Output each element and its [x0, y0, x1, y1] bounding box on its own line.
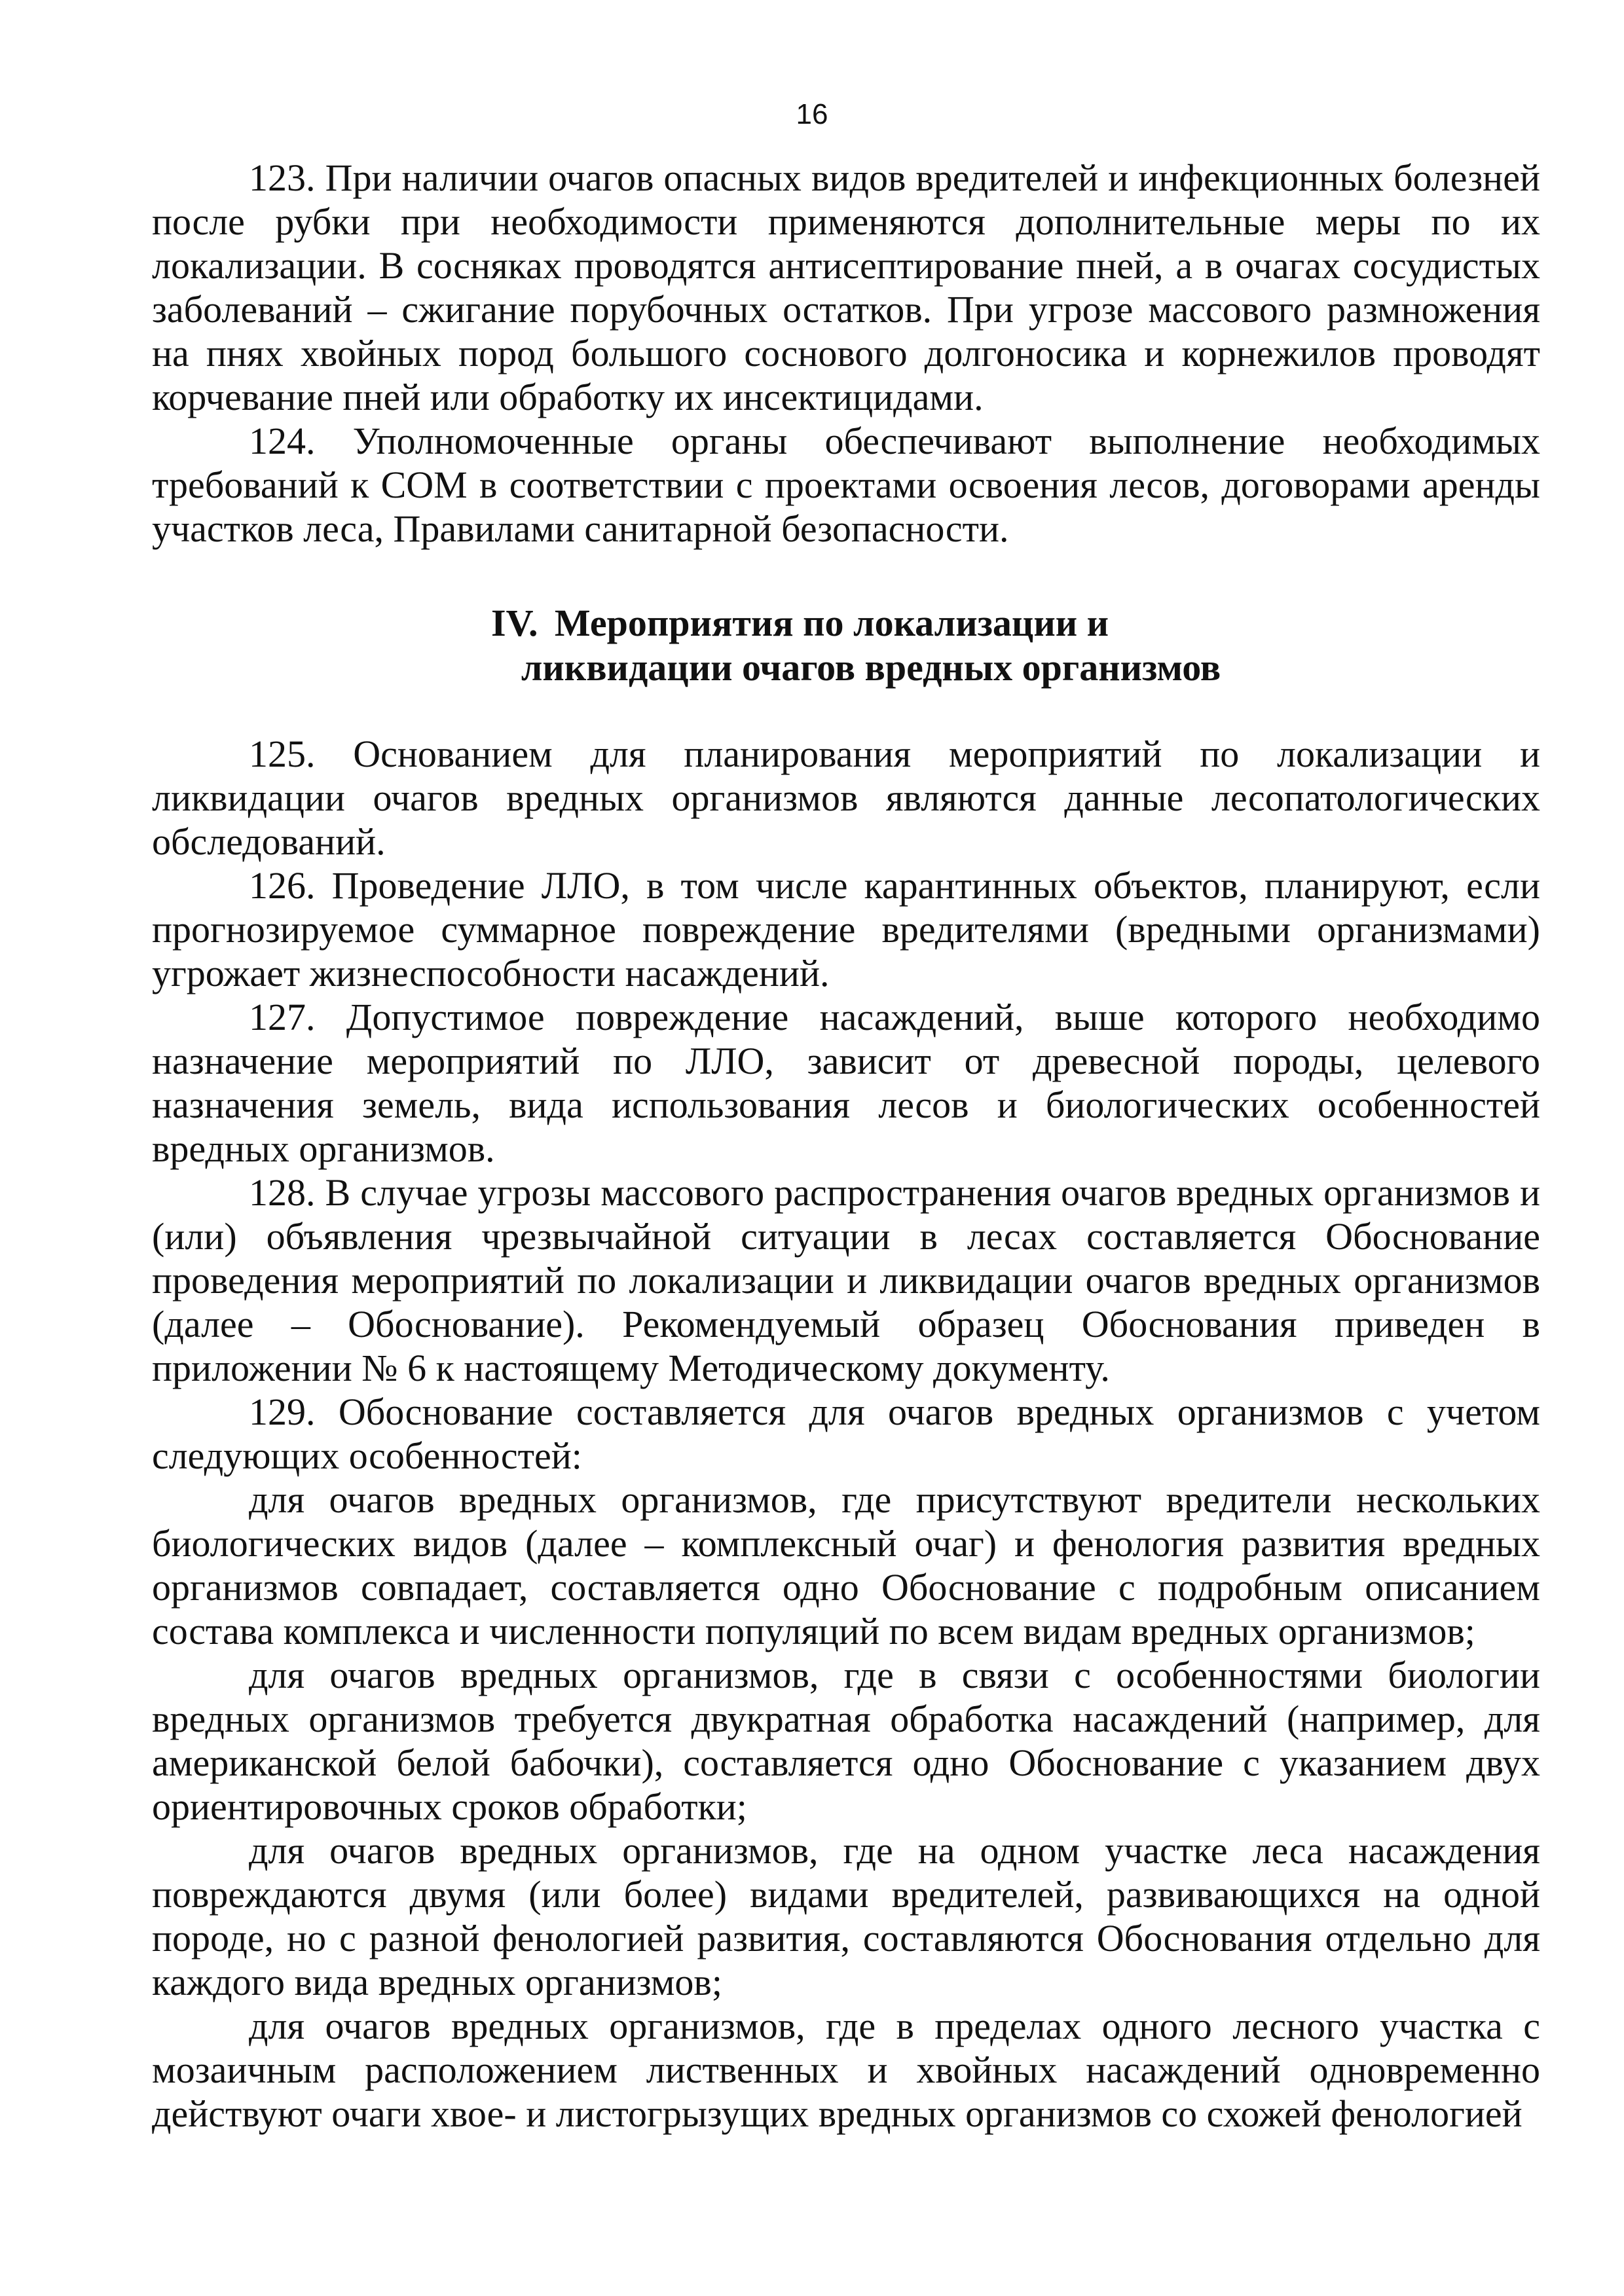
list-item-complex-focus: для очагов вредных организмов, где присутствуют вредители нескольких биологических видов (далее – комплексный очаг) и фенология развития вредных организмов совпадает, составляется одно Обоснование с подробным описанием состава комплекса и численности популяций по всем видам вредных организмов; — [152, 1478, 1540, 1652]
paragraph-129: 129. Обоснование составляется для очагов вредных организмов с учетом следующих особенностей: — [152, 1391, 1540, 1477]
page-number: 16 — [796, 98, 828, 130]
list-item-multiple-pests: для очагов вредных организмов, где на одном участке леса насаждения повреждаются двумя (или более) видами вредителей, развивающихся на одной породе, но с разной фенологией развития, составляются Обоснования отдельно для каждого вида вредных организмов; — [152, 1829, 1540, 2003]
paragraphs-after-section — [152, 732, 1540, 2136]
paragraph-123: 123. При наличии очагов опасных видов вредителей и инфекционных болезней после рубки при необходимости применяются дополнительные меры по их локализации. В сосняках проводятся антисептирование пней, а в очагах сосудистых заболеваний – сжигание порубочных остатков. При угрозе массового размножения на пнях хвойных пород большого соснового долгоносика и корнежилов проводят корчевание пней или обработку их инсектицидами. — [152, 156, 1540, 418]
paragraphs-before-section — [152, 156, 1540, 551]
list-item-mosaic-stands: для очагов вредных организмов, где в пределах одного лесного участка с мозаичным расположением лиственных и хвойных насаждений одновременно действуют очаги хвое- и листогрызущих вредных организмов со схожей фенологией — [152, 2005, 1540, 2135]
paragraph-125: 125. Основанием для планирования мероприятий по локализации и ликвидации очагов вредных организмов являются данные лесопатологических обследований. — [152, 733, 1540, 863]
paragraph-126: 126. Проведение ЛЛО, в том числе карантинных объектов, планируют, если прогнозируемое суммарное повреждение вредителями (вредными организмами) угрожает жизнеспособности насаждений. — [152, 864, 1540, 994]
section-title-line-1: Мероприятия по локализации и — [554, 602, 1109, 644]
paragraph-124: 124. Уполномоченные органы обеспечивают выполнение необходимых требований к СОМ в соответствии с проектами освоения лесов, договорами аренды участков леса, Правилами санитарной безопасности. — [152, 420, 1540, 550]
paragraph-128: 128. В случае угрозы массового распространения очагов вредных организмов и (или) объявления чрезвычайной ситуации в лесах составляется Обоснование проведения мероприятий по локализации и ликвидации очагов вредных организмов (далее – Обоснование). Рекомендуемый образец Обоснования приведен в приложении № 6 к настоящему Методическому документу. — [152, 1171, 1540, 1389]
section-title-line-2: ликвидации очагов вредных организмов — [521, 646, 1221, 689]
list-item-double-treatment: для очагов вредных организмов, где в связи с особенностями биологии вредных организмов требуется двукратная обработка насаждений (например, для американской белой бабочки), составляется одно Обоснование с указанием двух ориентировочных сроков обработки; — [152, 1654, 1540, 1828]
section-numeral: IV. — [491, 602, 538, 644]
paragraph-127: 127. Допустимое повреждение насаждений, выше которого необходимо назначение мероприятий по ЛЛО, зависит от древесной породы, целевого назначения земель, вида использования лесов и биологических особенностей вредных организмов. — [152, 996, 1540, 1170]
section-heading — [0, 601, 1624, 693]
